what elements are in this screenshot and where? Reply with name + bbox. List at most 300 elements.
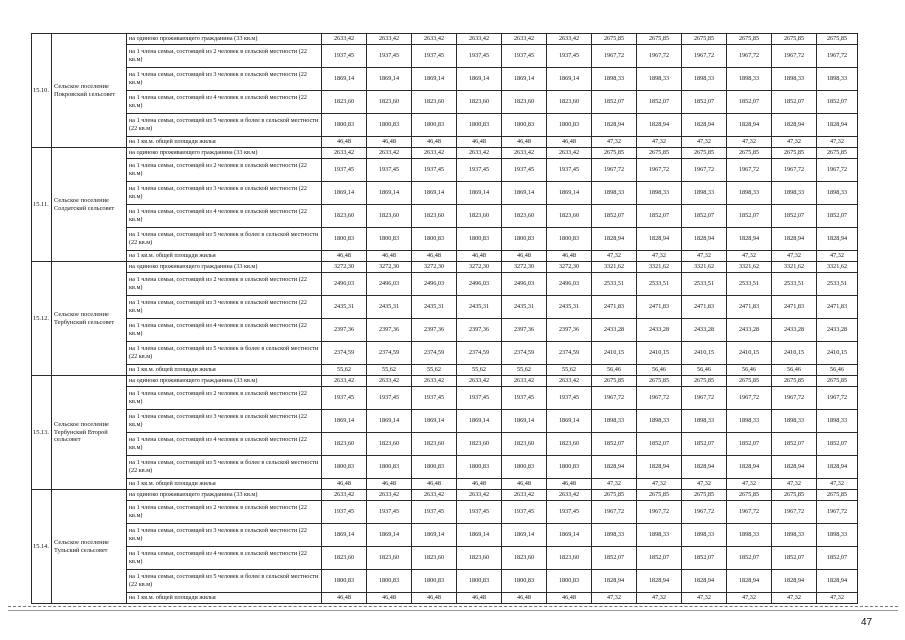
row-description: на 1 кв.м. общей площади жилья <box>127 251 322 262</box>
value-cell: 1967,72 <box>592 501 637 524</box>
value-cell: 1967,72 <box>817 387 858 410</box>
value-cell: 1937,45 <box>547 387 592 410</box>
value-cell: 1828,94 <box>637 228 682 251</box>
value-cell: 1823,60 <box>502 205 547 228</box>
value-cell: 1800,83 <box>547 114 592 137</box>
value-cell: 2471,83 <box>592 296 637 319</box>
value-cell: 1800,83 <box>412 570 457 593</box>
value-cell: 1967,72 <box>817 501 858 524</box>
row-description: на одиноко проживающего гражданина (33 кв.м) <box>127 148 322 159</box>
table-row <box>32 159 858 182</box>
value-cell: 1828,94 <box>772 570 817 593</box>
value-cell: 1823,60 <box>322 91 367 114</box>
value-cell: 1869,14 <box>502 410 547 433</box>
value-cell: 1898,33 <box>592 410 637 433</box>
table-row <box>32 228 858 251</box>
value-cell: 47,32 <box>637 479 682 490</box>
value-cell: 46,48 <box>367 593 412 604</box>
value-cell: 1898,33 <box>727 68 772 91</box>
value-cell: 2675,85 <box>592 376 637 387</box>
value-cell: 1967,72 <box>727 387 772 410</box>
value-cell: 2471,83 <box>772 296 817 319</box>
value-cell: 1823,60 <box>367 91 412 114</box>
value-cell: 1937,45 <box>502 159 547 182</box>
value-cell: 2633,42 <box>322 376 367 387</box>
value-cell: 56,46 <box>772 365 817 376</box>
value-cell: 1937,45 <box>457 159 502 182</box>
value-cell: 1823,60 <box>547 91 592 114</box>
value-cell: 1823,60 <box>412 433 457 456</box>
value-cell: 2374,59 <box>367 342 412 365</box>
row-description: на 1 члена семьи, состоящей из 5 человек и более в сельской местности (22 кв.м) <box>127 342 322 365</box>
value-cell: 46,48 <box>502 251 547 262</box>
footer-divider <box>8 606 898 607</box>
table-row <box>32 376 858 387</box>
value-cell: 1967,72 <box>817 45 858 68</box>
value-cell: 47,32 <box>772 137 817 148</box>
value-cell: 1898,33 <box>817 410 858 433</box>
value-cell: 1852,07 <box>727 91 772 114</box>
value-cell: 2433,28 <box>727 319 772 342</box>
value-cell: 2397,36 <box>367 319 412 342</box>
table-row <box>32 387 858 410</box>
value-cell: 3272,30 <box>322 262 367 273</box>
value-cell: 46,48 <box>457 479 502 490</box>
value-cell: 2410,15 <box>592 342 637 365</box>
table-row <box>32 34 858 45</box>
value-cell: 2435,31 <box>502 296 547 319</box>
value-cell: 47,32 <box>592 251 637 262</box>
value-cell: 2374,59 <box>502 342 547 365</box>
table-row <box>32 91 858 114</box>
value-cell: 3321,62 <box>637 262 682 273</box>
table-row <box>32 570 858 593</box>
value-cell: 2633,42 <box>412 148 457 159</box>
value-cell: 1800,83 <box>412 456 457 479</box>
value-cell: 2533,51 <box>682 273 727 296</box>
value-cell: 1852,07 <box>637 205 682 228</box>
value-cell: 47,32 <box>772 251 817 262</box>
value-cell: 1937,45 <box>322 501 367 524</box>
value-cell: 1869,14 <box>367 524 412 547</box>
value-cell: 1800,83 <box>322 570 367 593</box>
value-cell: 46,48 <box>547 137 592 148</box>
value-cell: 2633,42 <box>547 490 592 501</box>
table-row <box>32 524 858 547</box>
value-cell: 1823,60 <box>322 547 367 570</box>
value-cell: 1852,07 <box>592 547 637 570</box>
value-cell: 47,32 <box>727 137 772 148</box>
value-cell: 1823,60 <box>457 205 502 228</box>
value-cell: 1800,83 <box>547 456 592 479</box>
value-cell: 1898,33 <box>817 68 858 91</box>
value-cell: 1823,60 <box>547 547 592 570</box>
value-cell: 3272,30 <box>502 262 547 273</box>
value-cell: 1800,83 <box>502 114 547 137</box>
value-cell: 46,48 <box>322 251 367 262</box>
value-cell: 47,32 <box>682 479 727 490</box>
value-cell: 1828,94 <box>727 456 772 479</box>
value-cell: 46,48 <box>457 251 502 262</box>
table-row <box>32 273 858 296</box>
value-cell: 2397,36 <box>322 319 367 342</box>
value-cell: 1828,94 <box>637 570 682 593</box>
value-cell: 1800,83 <box>547 570 592 593</box>
value-cell: 3272,30 <box>457 262 502 273</box>
value-cell: 2496,03 <box>502 273 547 296</box>
value-cell: 1828,94 <box>592 456 637 479</box>
value-cell: 2410,15 <box>727 342 772 365</box>
table-row <box>32 148 858 159</box>
value-cell: 3321,62 <box>817 262 858 273</box>
value-cell: 1967,72 <box>592 159 637 182</box>
value-cell: 2471,83 <box>817 296 858 319</box>
value-cell: 1823,60 <box>322 205 367 228</box>
value-cell: 2633,42 <box>502 376 547 387</box>
value-cell: 2633,42 <box>502 34 547 45</box>
value-cell: 2410,15 <box>637 342 682 365</box>
value-cell: 55,62 <box>547 365 592 376</box>
row-description: на 1 члена семьи, состоящей из 3 человек в сельской местности (22 кв.м) <box>127 68 322 91</box>
row-description: на 1 члена семьи, состоящей из 5 человек и более в сельской местности (22 кв.м) <box>127 114 322 137</box>
value-cell: 46,48 <box>367 137 412 148</box>
value-cell: 2496,03 <box>547 273 592 296</box>
value-cell: 3321,62 <box>772 262 817 273</box>
value-cell: 2633,42 <box>412 490 457 501</box>
value-cell: 1823,60 <box>412 547 457 570</box>
value-cell: 1869,14 <box>412 182 457 205</box>
value-cell: 1898,33 <box>637 68 682 91</box>
value-cell: 47,32 <box>682 593 727 604</box>
value-cell: 1800,83 <box>322 228 367 251</box>
value-cell: 1852,07 <box>682 433 727 456</box>
table-row <box>32 296 858 319</box>
value-cell: 47,32 <box>592 593 637 604</box>
table-row <box>32 45 858 68</box>
table-row <box>32 68 858 91</box>
table-row <box>32 456 858 479</box>
value-cell: 2675,85 <box>817 490 858 501</box>
value-cell: 46,48 <box>322 137 367 148</box>
value-cell: 2675,85 <box>772 148 817 159</box>
value-cell: 2675,85 <box>682 148 727 159</box>
value-cell: 1898,33 <box>592 524 637 547</box>
value-cell: 1869,14 <box>412 524 457 547</box>
table-row <box>32 114 858 137</box>
value-cell: 1823,60 <box>457 433 502 456</box>
value-cell: 2675,85 <box>637 376 682 387</box>
value-cell: 2675,85 <box>682 490 727 501</box>
value-cell: 1800,83 <box>457 114 502 137</box>
value-cell: 2675,85 <box>727 376 772 387</box>
value-cell: 1898,33 <box>772 410 817 433</box>
value-cell: 2675,85 <box>817 34 858 45</box>
value-cell: 2496,03 <box>457 273 502 296</box>
value-cell: 1967,72 <box>682 159 727 182</box>
value-cell: 47,32 <box>727 479 772 490</box>
value-cell: 1967,72 <box>682 45 727 68</box>
table-row <box>32 479 858 490</box>
row-description: на 1 кв.м. общей площади жилья <box>127 479 322 490</box>
value-cell: 47,32 <box>637 251 682 262</box>
row-description: на 1 члена семьи, состоящей из 3 человек в сельской местности (22 кв.м) <box>127 182 322 205</box>
value-cell: 2633,42 <box>502 148 547 159</box>
value-cell: 1937,45 <box>367 45 412 68</box>
value-cell: 1898,33 <box>637 524 682 547</box>
value-cell: 3321,62 <box>727 262 772 273</box>
value-cell: 2433,28 <box>637 319 682 342</box>
value-cell: 1898,33 <box>772 182 817 205</box>
value-cell: 1852,07 <box>772 91 817 114</box>
value-cell: 1967,72 <box>817 159 858 182</box>
value-cell: 1869,14 <box>457 182 502 205</box>
table-row <box>32 182 858 205</box>
value-cell: 1869,14 <box>367 68 412 91</box>
settlement-name: Сельское поселение Тербунский сельсовет <box>52 262 127 376</box>
settlement-name: Сельское поселение Солдатский сельсовет <box>52 148 127 262</box>
value-cell: 1937,45 <box>457 387 502 410</box>
value-cell: 1898,33 <box>592 182 637 205</box>
value-cell: 2633,42 <box>502 490 547 501</box>
value-cell: 2410,15 <box>682 342 727 365</box>
value-cell: 47,32 <box>817 137 858 148</box>
value-cell: 1828,94 <box>817 456 858 479</box>
value-cell: 1898,33 <box>637 182 682 205</box>
value-cell: 2435,31 <box>322 296 367 319</box>
value-cell: 1898,33 <box>817 524 858 547</box>
value-cell: 55,62 <box>412 365 457 376</box>
value-cell: 1869,14 <box>367 410 412 433</box>
value-cell: 1967,72 <box>592 387 637 410</box>
table-row <box>32 501 858 524</box>
value-cell: 1828,94 <box>637 456 682 479</box>
value-cell: 1828,94 <box>682 228 727 251</box>
table-row <box>32 365 858 376</box>
value-cell: 47,32 <box>592 479 637 490</box>
value-cell: 1828,94 <box>682 570 727 593</box>
row-description: на 1 кв.м. общей площади жилья <box>127 137 322 148</box>
value-cell: 47,32 <box>727 593 772 604</box>
value-cell: 1800,83 <box>457 456 502 479</box>
value-cell: 2633,42 <box>367 376 412 387</box>
value-cell: 1869,14 <box>547 524 592 547</box>
value-cell: 2675,85 <box>592 148 637 159</box>
value-cell: 2410,15 <box>817 342 858 365</box>
value-cell: 1898,33 <box>817 182 858 205</box>
value-cell: 1937,45 <box>322 387 367 410</box>
group-code: 15.12. <box>32 262 52 376</box>
value-cell: 1828,94 <box>592 228 637 251</box>
value-cell: 2374,59 <box>547 342 592 365</box>
value-cell: 1898,33 <box>682 524 727 547</box>
value-cell: 1937,45 <box>457 45 502 68</box>
value-cell: 1823,60 <box>547 205 592 228</box>
value-cell: 1937,45 <box>412 387 457 410</box>
value-cell: 1937,45 <box>322 45 367 68</box>
value-cell: 2397,36 <box>547 319 592 342</box>
table-row <box>32 205 858 228</box>
value-cell: 1937,45 <box>412 45 457 68</box>
value-cell: 1937,45 <box>367 159 412 182</box>
value-cell: 2471,83 <box>727 296 772 319</box>
value-cell: 1800,83 <box>457 570 502 593</box>
table-row <box>32 342 858 365</box>
value-cell: 1823,60 <box>502 433 547 456</box>
value-cell: 1869,14 <box>547 182 592 205</box>
value-cell: 2633,42 <box>322 490 367 501</box>
value-cell: 1869,14 <box>502 524 547 547</box>
value-cell: 1869,14 <box>322 410 367 433</box>
value-cell: 2533,51 <box>772 273 817 296</box>
settlement-name: Сельское поселение Покровский сельсовет <box>52 34 127 148</box>
value-cell: 47,32 <box>682 137 727 148</box>
value-cell: 1852,07 <box>817 91 858 114</box>
value-cell: 1869,14 <box>322 68 367 91</box>
value-cell: 46,48 <box>322 593 367 604</box>
value-cell: 1898,33 <box>727 524 772 547</box>
value-cell: 2471,83 <box>637 296 682 319</box>
value-cell: 1828,94 <box>727 114 772 137</box>
value-cell: 1800,83 <box>502 456 547 479</box>
row-description: на 1 члена семьи, состоящей из 4 человек в сельской местности (22 кв.м) <box>127 205 322 228</box>
value-cell: 1852,07 <box>727 547 772 570</box>
value-cell: 1869,14 <box>457 68 502 91</box>
row-description: на 1 кв.м. общей площади жилья <box>127 365 322 376</box>
value-cell: 1828,94 <box>592 570 637 593</box>
value-cell: 1852,07 <box>637 547 682 570</box>
value-cell: 2496,03 <box>367 273 412 296</box>
value-cell: 1828,94 <box>592 114 637 137</box>
value-cell: 2633,42 <box>547 376 592 387</box>
value-cell: 1852,07 <box>592 433 637 456</box>
value-cell: 1828,94 <box>772 114 817 137</box>
value-cell: 2471,83 <box>682 296 727 319</box>
value-cell: 1937,45 <box>457 501 502 524</box>
value-cell: 1852,07 <box>772 433 817 456</box>
value-cell: 2675,85 <box>772 490 817 501</box>
row-description: на 1 члена семьи, состоящей из 3 человек в сельской местности (22 кв.м) <box>127 296 322 319</box>
row-description: на 1 члена семьи, состоящей из 5 человек и более в сельской местности (22 кв.м) <box>127 456 322 479</box>
table-row <box>32 433 858 456</box>
value-cell: 1869,14 <box>457 524 502 547</box>
value-cell: 2496,03 <box>412 273 457 296</box>
value-cell: 46,48 <box>322 479 367 490</box>
value-cell: 1967,72 <box>727 501 772 524</box>
value-cell: 46,48 <box>547 593 592 604</box>
value-cell: 2633,42 <box>367 148 412 159</box>
value-cell: 1898,33 <box>592 68 637 91</box>
value-cell: 47,32 <box>817 479 858 490</box>
value-cell: 1852,07 <box>772 547 817 570</box>
value-cell: 1898,33 <box>772 68 817 91</box>
value-cell: 1800,83 <box>412 114 457 137</box>
value-cell: 3321,62 <box>682 262 727 273</box>
value-cell: 2533,51 <box>727 273 772 296</box>
value-cell: 1898,33 <box>772 524 817 547</box>
group-code: 15.11. <box>32 148 52 262</box>
value-cell: 1898,33 <box>682 410 727 433</box>
value-cell: 55,62 <box>367 365 412 376</box>
table-row <box>32 251 858 262</box>
value-cell: 1852,07 <box>592 91 637 114</box>
value-cell: 2633,42 <box>457 148 502 159</box>
value-cell: 1869,14 <box>457 410 502 433</box>
value-cell: 2633,42 <box>547 34 592 45</box>
value-cell: 2675,85 <box>682 376 727 387</box>
value-cell: 2675,85 <box>727 34 772 45</box>
value-cell: 2675,85 <box>817 376 858 387</box>
value-cell: 1823,60 <box>457 91 502 114</box>
value-cell: 3272,30 <box>547 262 592 273</box>
value-cell: 2435,31 <box>367 296 412 319</box>
value-cell: 46,48 <box>367 479 412 490</box>
value-cell: 2433,28 <box>817 319 858 342</box>
value-cell: 1800,83 <box>502 228 547 251</box>
value-cell: 2374,59 <box>457 342 502 365</box>
value-cell: 1898,33 <box>727 182 772 205</box>
value-cell: 1800,83 <box>502 570 547 593</box>
value-cell: 3272,30 <box>412 262 457 273</box>
page-number: 47 <box>861 617 873 628</box>
value-cell: 56,46 <box>592 365 637 376</box>
value-cell: 1823,60 <box>322 433 367 456</box>
value-cell: 1828,94 <box>682 114 727 137</box>
value-cell: 2435,31 <box>412 296 457 319</box>
value-cell: 47,32 <box>772 593 817 604</box>
value-cell: 2496,03 <box>322 273 367 296</box>
footer-divider-secondary <box>8 610 898 611</box>
value-cell: 1852,07 <box>817 205 858 228</box>
value-cell: 1828,94 <box>772 228 817 251</box>
row-description: на одиноко проживающего гражданина (33 кв.м) <box>127 262 322 273</box>
value-cell: 1852,07 <box>682 91 727 114</box>
group-code: 15.13. <box>32 376 52 490</box>
value-cell: 1967,72 <box>637 45 682 68</box>
row-description: на одиноко проживающего гражданина (33 кв.м) <box>127 34 322 45</box>
value-cell: 2675,85 <box>772 34 817 45</box>
value-cell: 1967,72 <box>772 501 817 524</box>
tariff-table <box>31 33 858 604</box>
value-cell: 1967,72 <box>772 45 817 68</box>
value-cell: 2435,31 <box>547 296 592 319</box>
value-cell: 1967,72 <box>637 501 682 524</box>
value-cell: 2633,42 <box>322 148 367 159</box>
value-cell: 1937,45 <box>502 45 547 68</box>
value-cell: 2675,85 <box>637 490 682 501</box>
value-cell: 46,48 <box>502 479 547 490</box>
value-cell: 47,32 <box>682 251 727 262</box>
value-cell: 2433,28 <box>772 319 817 342</box>
value-cell: 47,32 <box>637 593 682 604</box>
value-cell: 1937,45 <box>547 501 592 524</box>
settlement-name: Сельское поселение Тербунский Второй сельсовет <box>52 376 127 490</box>
value-cell: 2675,85 <box>682 34 727 45</box>
value-cell: 46,48 <box>457 137 502 148</box>
value-cell: 2633,42 <box>457 34 502 45</box>
value-cell: 1898,33 <box>727 410 772 433</box>
row-description: на 1 члена семьи, состоящей из 3 человек в сельской местности (22 кв.м) <box>127 410 322 433</box>
value-cell: 47,32 <box>592 137 637 148</box>
value-cell: 56,46 <box>727 365 772 376</box>
table-row <box>32 319 858 342</box>
group-code: 15.10. <box>32 34 52 148</box>
value-cell: 1898,33 <box>682 68 727 91</box>
value-cell: 1823,60 <box>412 91 457 114</box>
value-cell: 1869,14 <box>412 410 457 433</box>
value-cell: 56,46 <box>637 365 682 376</box>
value-cell: 47,32 <box>817 593 858 604</box>
value-cell: 1823,60 <box>367 205 412 228</box>
